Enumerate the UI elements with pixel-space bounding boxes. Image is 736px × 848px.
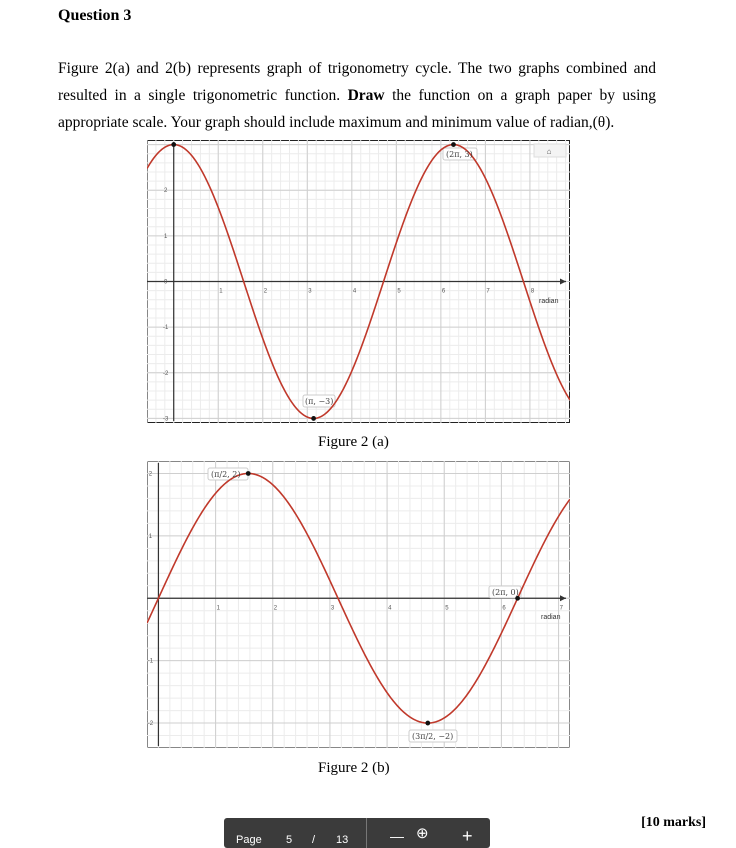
x-tick-label: 7 [486,288,490,295]
x-tick-label: 3 [308,288,312,295]
y-tick-label: -1 [147,658,154,665]
data-point [425,721,430,726]
x-axis-title: radian [539,298,559,305]
data-point [171,142,176,147]
zoom-plus-button[interactable]: + [462,826,473,846]
y-tick-label: -2 [163,370,169,377]
x-tick-label: 2 [273,605,278,612]
x-tick-label: 7 [559,605,563,612]
y-tick-label: 2 [164,188,168,195]
x-tick-label: 1 [216,605,220,612]
y-tick-label: 1 [148,533,153,540]
figure-2a-graph [147,140,570,423]
y-tick-label: -1 [163,325,169,332]
point-annotation: (2π, 0) [492,588,519,597]
x-tick-label: 2 [263,288,268,295]
figure-2b-caption: Figure 2 (b) [318,760,390,776]
question-text [58,55,656,136]
marks-label: [10 marks] [641,815,706,830]
pdf-page-toolbar [224,818,490,848]
zoom-in-icon[interactable]: ⊕ [416,825,429,842]
y-tick-label: -2 [147,721,154,728]
point-annotation: (3π/2, −2) [412,732,454,741]
figure-2b-graph [147,461,570,748]
x-tick-label: 5 [445,605,449,612]
figure-2a-caption: Figure 2 (a) [318,434,389,450]
x-tick-label: 3 [330,605,335,612]
x-tick-label: 5 [397,288,401,295]
question-text-part1: Figure 2(a) and 2(b) represents graph of trigonometry cycle. The two graphs combined and resulted in a single trigonometric function. [58,60,656,104]
x-tick-label: 8 [530,288,535,295]
home-icon: ⌂ [546,147,552,156]
question-text-part2: the function on a graph paper by using appropriate scale. Your graph should include maximum and minimum value of radian,(θ). [58,87,656,131]
data-point [246,471,251,476]
figure-2b-svg [147,461,570,748]
page-slash: / [312,834,316,846]
point-annotation: (π/2, 2) [211,470,241,479]
y-tick-label: 1 [164,233,168,240]
data-point [311,416,316,421]
point-annotation: (π, −3) [305,397,334,406]
page-total: 13 [336,834,349,846]
question-title: Question 3 [58,7,132,24]
figure-2a-svg [147,140,570,423]
data-point [451,142,456,147]
page-label: Page [236,834,262,846]
x-axis-title: radian [541,614,561,621]
plot-frame [148,462,570,748]
page-current[interactable]: 5 [286,834,293,846]
y-tick-label: -3 [163,416,169,423]
x-tick-label: 4 [352,288,357,295]
y-tick-label: 2 [148,471,153,478]
x-tick-label: 6 [441,288,446,295]
x-tick-label: 4 [388,605,392,612]
zoom-out-button[interactable]: — [390,828,404,844]
x-tick-label: 6 [502,605,506,612]
x-tick-label: 1 [219,288,223,295]
toolbar-divider [366,818,367,848]
point-annotation: (2π, 3) [446,150,473,159]
question-text-bold: Draw [347,87,385,104]
y-tick-label: 0 [164,279,168,286]
